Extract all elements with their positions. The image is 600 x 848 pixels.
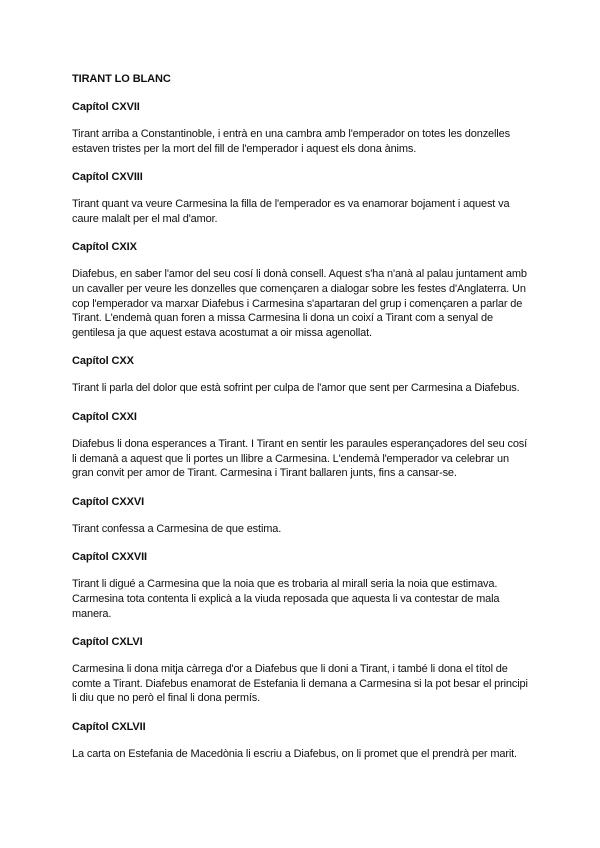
- chapter-summary: Tirant li digué a Carmesina que la noia que es trobaria al mirall seria la noia que estimava. Carmesina tota contenta li explicà a la viuda reposada que aquesta li va contestar de mala manera.: [72, 578, 500, 620]
- chapter-summary: Carmesina li dona mitja càrrega d'or a Diafebus que li doni a Tirant, i també li dona el títol de comte a Tirant. Diafebus enamorat de Estefania li demana a Carmesina si la pot besar el principi li diu que no però el final li dona permís.: [72, 663, 528, 705]
- chapter-heading: Capítol CXLVII: [72, 720, 146, 733]
- chapter-section: [72, 550, 532, 621]
- chapter-summary: Tirant arriba a Constantinoble, i entrà en una cambra amb l'emperador on totes les donzelles estaven tristes per la mort del fill de l'emperador i aquest els dona ànims.: [72, 128, 510, 155]
- chapter-section: [72, 240, 532, 340]
- chapter-section: [72, 635, 532, 706]
- chapter-heading: Capítol CXIX: [72, 241, 137, 254]
- document-title: TIRANT LO BLANC: [72, 73, 171, 85]
- chapter-heading: Capítol CXLVI: [72, 636, 143, 649]
- chapter-heading: Capítol CXXVI: [72, 495, 145, 508]
- chapter-summary: Tirant quant va veure Carmesina la filla de l'emperador es va enamorar bojament i aquest va caure malalt per el mal d'amor.: [72, 198, 510, 225]
- chapter-summary: La carta on Estefania de Macedònia li escriu a Diafebus, on li promet que el prendrà per marit.: [72, 747, 517, 760]
- chapter-section: [72, 495, 532, 537]
- chapter-section: [72, 410, 532, 481]
- chapter-summary: Tirant li parla del dolor que està sofrint per culpa de l'amor que sent per Carmesina a Diafebus.: [72, 382, 520, 395]
- document-page: [72, 72, 532, 775]
- chapter-summary: Tirant confessa a Carmesina de que estima.: [72, 522, 282, 535]
- chapter-heading: Capítol CXVII: [72, 101, 140, 113]
- chapter-summary: Diafebus li dona esperances a Tirant. I Tirant en sentir les paraules esperançadores del seu cosí li demanà a aquest que li portes un llibre a Carmesina. L'endemà l'emperador va celebrar un gran convit per amor de Tirant. Carmesina i Tirant ballaren junts, fins a cansar-se.: [72, 437, 528, 480]
- chapter-heading: Capítol CXXVII: [72, 551, 147, 564]
- chapter-section: [72, 720, 532, 762]
- chapter-heading: Capítol CXVIII: [72, 171, 143, 184]
- chapter-section: [72, 100, 532, 156]
- chapter-section: [72, 354, 532, 396]
- chapter-heading: Capítol CXX: [72, 355, 134, 368]
- chapter-heading: Capítol CXXI: [72, 410, 137, 423]
- chapter-summary: Diafebus, en saber l'amor del seu cosí li donà consell. Aquest s'ha n'anà al palau juntament amb un cavaller per veure les donzelles que començaren a dialogar sobre les festes d'Anglaterra. Un cop l'emperador va marxar Diafebus i Carmesina s'apartaran del grup i començaren a parlar de Tirant. L'endemà quan foren a missa Carmesina li dona un coixí a Tirant com a senyal de gentilesa ja que aquest estava acostumat a oir missa agenollat.: [72, 268, 527, 339]
- chapter-section: [72, 170, 532, 226]
